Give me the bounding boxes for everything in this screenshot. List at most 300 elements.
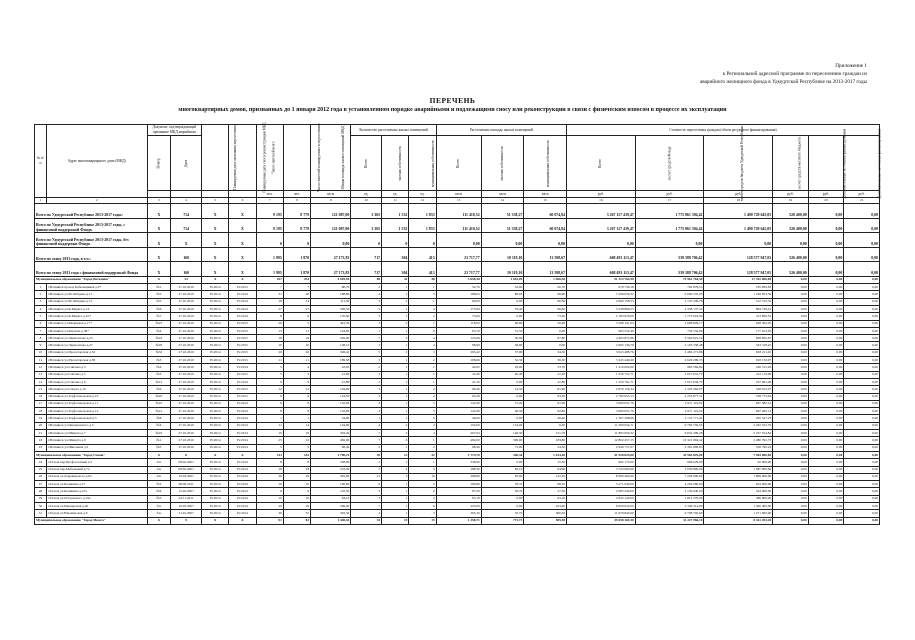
- table-cell: №4: [147, 327, 171, 334]
- table-cell: 0,00: [844, 393, 880, 400]
- header-num: № п/п: [35, 125, 47, 198]
- table-cell: 1: [382, 415, 409, 422]
- table-cell: 3 669 051,76: [567, 408, 636, 415]
- table-cell: 0,00: [808, 430, 844, 437]
- table-cell: 5: [409, 481, 436, 488]
- table-cell: 5: [351, 349, 382, 356]
- table-cell: 2 480 792,73: [704, 437, 773, 444]
- register-table: [34, 124, 880, 525]
- unit-sqm-3: кв.м: [481, 191, 524, 198]
- table-cell: IV.2015: [229, 393, 256, 400]
- table-cell: 0,00: [808, 357, 844, 364]
- table-cell: 0,00: [773, 320, 809, 327]
- table-cell: 223,00: [524, 503, 567, 510]
- table-cell: №3: [147, 357, 171, 364]
- table-cell: 27.10.2010: [171, 357, 202, 364]
- table-cell: 154,00: [481, 422, 524, 429]
- table-cell: 0,00: [808, 400, 844, 407]
- table-cell: IV.2014: [229, 305, 256, 312]
- total-row: [35, 233, 880, 248]
- municipality-value: 254: [283, 276, 310, 283]
- column-index-cell: 11: [382, 198, 409, 204]
- appendix-line-1: Приложение 1: [835, 63, 867, 69]
- table-cell: 34,50: [524, 349, 567, 356]
- table-cell: 15.02.2007: [171, 488, 202, 495]
- table-cell: 5: [351, 305, 382, 312]
- table-cell: 7: [351, 437, 382, 444]
- table-cell: 0,00: [773, 298, 809, 305]
- table-cell: 19: [283, 430, 310, 437]
- total-value: 3 365: [351, 204, 382, 219]
- table-cell: 33,70: [524, 364, 567, 371]
- table-cell: IV.2015: [229, 342, 256, 349]
- total-value: 0,00: [773, 233, 809, 248]
- table-cell: 8: [283, 459, 310, 466]
- table-row: [35, 386, 880, 393]
- table-cell: IV.2014: [202, 284, 229, 291]
- municipality-value: 585,98: [524, 517, 567, 524]
- table-cell: №4: [147, 364, 171, 371]
- table-cell: 0,00: [773, 371, 809, 378]
- table-cell: 22: [35, 437, 47, 444]
- table-cell: 11: [256, 422, 283, 429]
- header-cost-extra-2: Дополнительные источники финансирования: [844, 136, 880, 191]
- municipality-value: X: [202, 276, 229, 283]
- table-cell: 0,00: [844, 437, 880, 444]
- table-cell: 18: [256, 335, 283, 342]
- table-cell: 0,00: [808, 349, 844, 356]
- table-cell: 1: [382, 503, 409, 510]
- column-index-cell: 8: [283, 198, 310, 204]
- municipality-value: 48: [409, 276, 436, 283]
- table-cell: 27.10.2010: [171, 284, 202, 291]
- table-cell: 1: [382, 393, 409, 400]
- table-cell: 20: [256, 320, 283, 327]
- table-cell: 6 060 235,93: [635, 291, 704, 298]
- table-cell: 1 015 632,72: [635, 378, 704, 385]
- total-value: 1 870: [283, 262, 310, 277]
- table-cell: 3: [351, 495, 382, 502]
- table-cell: 3: [351, 320, 382, 327]
- table-row: [35, 408, 880, 415]
- table-cell: 3: [409, 510, 436, 517]
- table-row: [35, 371, 880, 378]
- table-cell: IV.2014: [202, 415, 229, 422]
- table-cell: 12: [35, 364, 47, 371]
- table-cell: 27: [35, 481, 47, 488]
- table-cell: 59,70: [481, 488, 524, 495]
- table-cell: 25: [256, 437, 283, 444]
- table-cell: IV.2015: [229, 386, 256, 393]
- table-cell: 183,80: [524, 437, 567, 444]
- municipality-value: 33 965 825,00: [635, 451, 704, 458]
- municipality-value: 82: [283, 517, 310, 524]
- table-cell: 1: [351, 327, 382, 334]
- address-cell: г.Глазов ул.Дзержинского д.62: [46, 473, 147, 480]
- table-cell: 0,00: [844, 488, 880, 495]
- table-cell: 1: [351, 415, 382, 422]
- municipality-value: 1 774,70: [436, 451, 481, 458]
- table-row: [35, 284, 880, 291]
- table-cell: №2: [147, 481, 171, 488]
- table-cell: 0,00: [773, 378, 809, 385]
- table-cell: 0,00: [773, 422, 809, 429]
- table-cell: 3 245 449,40: [567, 357, 636, 364]
- table-cell: 81,90: [524, 386, 567, 393]
- table-cell: 10 321 664,42: [635, 437, 704, 444]
- table-cell: 41,50: [436, 378, 481, 385]
- table-cell: 1 131 771,41: [635, 415, 704, 422]
- table-cell: 0,00: [773, 466, 809, 473]
- table-cell: IV.2014: [229, 473, 256, 480]
- table-cell: №6: [147, 305, 171, 312]
- table-cell: 894 729,41: [704, 305, 773, 312]
- total-value: 0,00: [808, 262, 844, 277]
- table-cell: 300,00: [481, 437, 524, 444]
- table-cell: 41,60: [436, 371, 481, 378]
- table-cell: 0,00: [773, 327, 809, 334]
- table-cell: 0,00: [844, 313, 880, 320]
- table-cell: 02.11.2011: [171, 495, 202, 502]
- table-cell: 17: [35, 400, 47, 407]
- column-index-cell: 14: [481, 198, 524, 204]
- table-cell: 8: [283, 400, 310, 407]
- table-cell: 1 770 016,00: [635, 313, 704, 320]
- municipality-value: 19: [382, 517, 409, 524]
- table-cell: 7 229 600,00: [635, 473, 704, 480]
- total-value: 13 598,67: [524, 247, 567, 262]
- table-cell: 0,00: [808, 495, 844, 502]
- table-body: [35, 198, 880, 525]
- total-value: 526 400,00: [773, 262, 809, 277]
- total-value: 3 267 117 439,47: [567, 218, 636, 233]
- municipality-value: 1 440,44: [311, 517, 351, 524]
- unit-rub-1: руб.: [567, 191, 636, 198]
- table-cell: 4: [351, 400, 382, 407]
- total-value: X: [202, 233, 229, 248]
- address-cell: г.Глазов ул.Юкаменская д.9: [46, 510, 147, 517]
- table-cell: 91,60: [524, 400, 567, 407]
- title-heading: ПЕРЕЧЕНЬ: [429, 96, 476, 105]
- table-cell: 154,00: [311, 422, 351, 429]
- table-cell: 0,00: [481, 495, 524, 502]
- address-cell: г.Воткинск ул.Торфозаводская д.11: [46, 400, 147, 407]
- total-value: X: [147, 233, 171, 248]
- table-cell: 5: [35, 313, 47, 320]
- municipality-value: 8: [171, 451, 202, 458]
- table-cell: 628 362,05: [704, 320, 773, 327]
- table-cell: №3: [147, 371, 171, 378]
- table-cell: 2: [409, 342, 436, 349]
- table-cell: 2: [351, 378, 382, 385]
- address-cell: г.Воткинск ул.К.Маркса д.61*: [46, 313, 147, 320]
- table-cell: 0,00: [773, 408, 809, 415]
- table-cell: 0,00: [808, 364, 844, 371]
- table-cell: 5: [256, 371, 283, 378]
- table-cell: 9: [283, 378, 310, 385]
- table-cell: 543 318,25: [704, 342, 773, 349]
- table-cell: 0,00: [773, 400, 809, 407]
- table-cell: №6: [147, 488, 171, 495]
- table-cell: 0,00: [773, 444, 809, 451]
- table-cell: 0,00: [844, 473, 880, 480]
- table-cell: 94,90: [524, 466, 567, 473]
- total-value: 0,00: [635, 233, 704, 248]
- table-cell: 12: [283, 386, 310, 393]
- address-cell: г.Воткинск ул.Пролетарская д.38: [46, 357, 147, 364]
- header-doc-number: Номер: [147, 136, 171, 191]
- table-cell: 96,00: [524, 305, 567, 312]
- unit-rub-6: руб.: [844, 191, 880, 198]
- table-cell: 3: [382, 430, 409, 437]
- total-value: 121 087,00: [311, 204, 351, 219]
- address-cell: г.Воткинск ул.Кварцевая д.17*: [46, 320, 147, 327]
- table-cell: 0,00: [844, 357, 880, 364]
- table-cell: №20: [147, 393, 171, 400]
- table-cell: 548 912,07: [704, 386, 773, 393]
- table-cell: 32,00: [481, 284, 524, 291]
- table-cell: 9: [35, 342, 47, 349]
- table-cell: 10: [256, 495, 283, 502]
- total-value: 717: [351, 262, 382, 277]
- table-cell: 0,00: [481, 415, 524, 422]
- table-cell: 83,90: [481, 473, 524, 480]
- table-cell: 96,40: [436, 386, 481, 393]
- table-cell: 246 515,26: [704, 364, 773, 371]
- table-cell: IV.2014: [202, 291, 229, 298]
- table-cell: 697 282,14: [704, 408, 773, 415]
- address-cell: г.Воткинск ул.Спорта д.10: [46, 386, 147, 393]
- table-cell: 10: [283, 342, 310, 349]
- table-cell: 0,00: [808, 488, 844, 495]
- table-cell: 0,00: [808, 313, 844, 320]
- table-row: [35, 495, 880, 502]
- table-cell: 0,00: [808, 378, 844, 385]
- total-value: 520 400,00: [773, 204, 809, 219]
- column-index-cell: 3: [147, 198, 171, 204]
- table-cell: IV.2014: [229, 459, 256, 466]
- table-cell: 189,58: [311, 357, 351, 364]
- municipality-value: X: [229, 517, 256, 524]
- total-value: 160: [171, 247, 202, 262]
- total-value: 8 779: [283, 218, 310, 233]
- total-value: 0,00: [311, 233, 351, 248]
- table-cell: 3: [409, 291, 436, 298]
- table-cell: 18: [256, 466, 283, 473]
- table-cell: 110,30: [311, 488, 351, 495]
- municipality-value: 45: [351, 451, 382, 458]
- table-cell: 20,70: [524, 284, 567, 291]
- column-index-cell: 13: [436, 198, 481, 204]
- table-cell: 8 990 400,00: [567, 473, 636, 480]
- municipality-value: 0,00: [844, 451, 880, 458]
- table-cell: 132,90: [311, 400, 351, 407]
- table-cell: 0,00: [773, 481, 809, 488]
- table-cell: 13: [351, 473, 382, 480]
- table-cell: 19.03.2001: [171, 473, 202, 480]
- table-cell: 0,00: [844, 444, 880, 451]
- table-cell: 0,00: [808, 371, 844, 378]
- unit-people-2: чел.: [283, 191, 310, 198]
- table-cell: IV.2014: [229, 510, 256, 517]
- total-value: 0: [382, 233, 409, 248]
- table-cell: 0,00: [808, 335, 844, 342]
- table-cell: 1: [382, 481, 409, 488]
- table-cell: 124,50: [311, 393, 351, 400]
- table-row: [35, 342, 880, 349]
- table-cell: 1: [382, 488, 409, 495]
- address-cell: г.Воткинск ул.Лермонтова д.23: [46, 335, 147, 342]
- table-cell: 27.10.2010: [171, 335, 202, 342]
- table-cell: 23: [35, 444, 47, 451]
- table-cell: 2 940 757,07: [567, 444, 636, 451]
- table-cell: 2 971 119,02: [635, 408, 704, 415]
- table-cell: IV.2015: [229, 349, 256, 356]
- table-cell: 0,00: [844, 298, 880, 305]
- table-cell: 5 271 940,00: [567, 481, 636, 488]
- table-cell: 392,90: [311, 473, 351, 480]
- table-cell: №7: [147, 313, 171, 320]
- municipality-value: X: [229, 276, 256, 283]
- header-residents-planned: Число жителей планируемых к переселению: [283, 125, 310, 191]
- table-cell: 32,30: [481, 357, 524, 364]
- municipality-value: 13: [382, 451, 409, 458]
- header-plan-demolish: Планируемая дата сноса/реконструкции МКД: [229, 125, 256, 191]
- municipality-value: 0,00: [773, 451, 809, 458]
- table-cell: 27.10.2010: [171, 305, 202, 312]
- total-row: [35, 247, 880, 262]
- table-cell: 1: [382, 495, 409, 502]
- table-cell: IV.2015: [229, 327, 256, 334]
- table-cell: 0,00: [844, 503, 880, 510]
- table-cell: IV.2015: [229, 357, 256, 364]
- table-cell: 188,80: [311, 291, 351, 298]
- table-row: [35, 503, 880, 510]
- total-value: X: [147, 204, 171, 219]
- table-cell: №25: [147, 320, 171, 327]
- table-cell: 2 660 158,53: [567, 298, 636, 305]
- table-cell: 303,40: [311, 430, 351, 437]
- table-cell: 31.01.2007: [171, 510, 202, 517]
- table-cell: 3 724 660,00: [567, 466, 636, 473]
- table-cell: 19: [283, 335, 310, 342]
- table-cell: 3 669 051,76: [567, 400, 636, 407]
- table-cell: 166,80: [311, 481, 351, 488]
- table-cell: 2: [409, 422, 436, 429]
- appendix-line-3: аварийного жилищного фонда в Удмуртской Республике на 2013-2017 годы: [699, 79, 867, 85]
- table-cell: 0,00: [844, 422, 880, 429]
- column-index-cell: 5: [202, 198, 229, 204]
- table-cell: 63,10: [436, 495, 481, 502]
- table-cell: 265 527,25: [704, 415, 773, 422]
- table-cell: 2: [382, 298, 409, 305]
- table-cell: 1: [409, 364, 436, 371]
- table-cell: 326,42: [311, 349, 351, 356]
- total-label: Всего по Удмуртской Республике 2013-2017 годы, с финансовой поддержкой Фонда: [35, 218, 148, 233]
- table-cell: 1 306 400,00: [704, 503, 773, 510]
- address-cell: г.Глазов ул.Калинина д.27а: [46, 488, 147, 495]
- table-cell: 0,00: [773, 349, 809, 356]
- municipality-value: 32: [409, 451, 436, 458]
- address-cell: г.Глазов пер.Профсоюзный д.3: [46, 459, 147, 466]
- table-cell: 2: [382, 422, 409, 429]
- total-value: 111 410,52: [436, 204, 481, 219]
- table-cell: IV.2014: [202, 408, 229, 415]
- address-cell: г.Глазов пер.Мебельный д.7а: [46, 466, 147, 473]
- table-cell: 0,00: [773, 393, 809, 400]
- table-cell: 0,00: [808, 291, 844, 298]
- total-value: 717: [351, 247, 382, 262]
- table-cell: 0: [409, 327, 436, 334]
- table-cell: 66,80: [481, 320, 524, 327]
- table-cell: 0,00: [844, 386, 880, 393]
- total-value: 10 119,10: [481, 247, 524, 262]
- table-cell: 31,20: [481, 400, 524, 407]
- table-cell: 12: [256, 386, 283, 393]
- table-cell: IV.2014: [202, 386, 229, 393]
- table-cell: 7: [351, 335, 382, 342]
- table-cell: 2 257 914,84: [704, 430, 773, 437]
- table-cell: 3: [351, 393, 382, 400]
- municipality-value: 0,00: [808, 517, 844, 524]
- table-cell: 27.10.2010: [171, 386, 202, 393]
- table-cell: 2: [409, 313, 436, 320]
- table-cell: 7: [283, 284, 310, 291]
- table-cell: 4: [351, 291, 382, 298]
- address-cell: г.Воткинск ул.М.Лебедева д.11: [46, 291, 147, 298]
- table-cell: IV.2014: [229, 378, 256, 385]
- table-cell: 1 228 853,39: [704, 291, 773, 298]
- table-cell: 30: [35, 503, 47, 510]
- table-row: [35, 422, 880, 429]
- table-cell: б/н: [147, 459, 171, 466]
- table-cell: 2: [351, 459, 382, 466]
- address-cell: г.Глазов ул.Калинина д.27: [46, 481, 147, 488]
- table-cell: 5: [283, 371, 310, 378]
- table-cell: 2: [409, 495, 436, 502]
- table-cell: 1: [382, 459, 409, 466]
- address-cell: г.Воткинск ул.Карпова д.38*: [46, 327, 147, 334]
- table-cell: 104,90: [311, 386, 351, 393]
- header-area: Расселяемая площадь жилых помещений: [436, 125, 566, 136]
- table-cell: 3: [409, 349, 436, 356]
- municipality-value: 91 313 764,50: [567, 276, 636, 283]
- table-cell: 27,50: [524, 488, 567, 495]
- total-value: 304: [382, 247, 409, 262]
- municipality-name: Муниципальное образование "Город Можга": [35, 517, 148, 524]
- table-cell: 5: [283, 320, 310, 327]
- table-cell: 122,90: [436, 408, 481, 415]
- table-cell: 27.10.2010: [171, 415, 202, 422]
- table-cell: 42,65: [311, 364, 351, 371]
- table-cell: 0,00: [773, 473, 809, 480]
- table-cell: IV.2014: [229, 415, 256, 422]
- table-cell: 27.10.2010: [171, 422, 202, 429]
- title-subheading: многоквартирных домов, признанных до 1 января 2012 года в установленном порядке аварийными и подлежащими сносу или реконструкции в связи с физическим износом в процессе их эксплуатации: [178, 107, 727, 113]
- table-cell: 482,00: [436, 437, 481, 444]
- table-cell: IV.2014: [229, 481, 256, 488]
- table-cell: 0,00: [844, 291, 880, 298]
- header-doc-date: Дата: [171, 136, 202, 191]
- municipality-value: 34: [351, 517, 382, 524]
- table-cell: 4: [351, 408, 382, 415]
- unit-units-2: ед.: [382, 191, 409, 198]
- table-cell: 19: [256, 430, 283, 437]
- table-cell: 27.10.2010: [171, 430, 202, 437]
- table-cell: 35,70: [481, 510, 524, 517]
- table-cell: 27.10.2010: [171, 320, 202, 327]
- total-value: 23 717,77: [436, 247, 481, 262]
